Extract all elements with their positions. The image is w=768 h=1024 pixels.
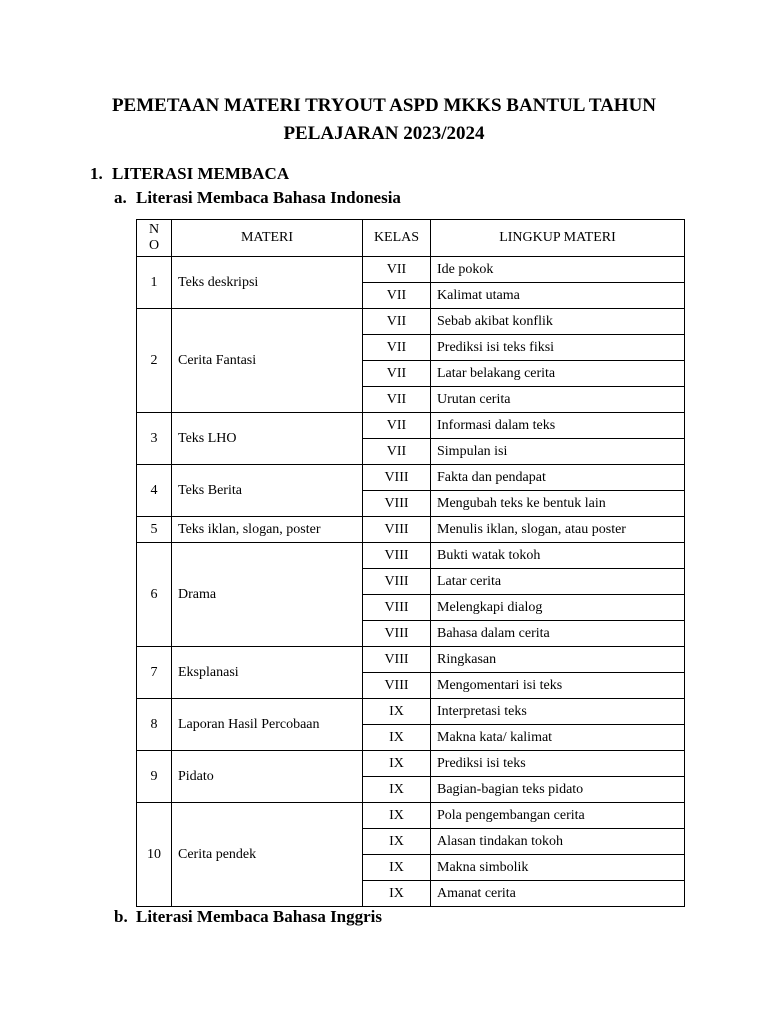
cell-kelas: IX: [363, 699, 431, 725]
cell-no: 7: [137, 647, 172, 699]
subsection-heading-bahasa-inggris: [114, 906, 382, 928]
header-no-line-1: N: [148, 222, 160, 237]
section-label: LITERASI MEMBACA: [112, 164, 290, 183]
cell-kelas: VIII: [363, 595, 431, 621]
cell-lingkup-materi: Prediksi isi teks fiksi: [431, 335, 685, 361]
header-lingkup-materi: LINGKUP MATERI: [431, 220, 685, 257]
table-row: [137, 517, 685, 543]
table-row: [137, 465, 685, 491]
table-row: [137, 699, 685, 725]
cell-no: 6: [137, 543, 172, 647]
subsection-label: Literasi Membaca Bahasa Indonesia: [136, 188, 401, 207]
title-line-2: PELAJARAN 2023/2024: [283, 123, 485, 144]
cell-lingkup-materi: Sebab akibat konflik: [431, 309, 685, 335]
table-row: [137, 543, 685, 569]
table-row: [137, 803, 685, 829]
cell-lingkup-materi: Latar belakang cerita: [431, 361, 685, 387]
header-no: [137, 220, 172, 257]
cell-kelas: VIII: [363, 517, 431, 543]
subsection-label: Literasi Membaca Bahasa Inggris: [136, 907, 383, 926]
cell-lingkup-materi: Amanat cerita: [431, 881, 685, 907]
cell-lingkup-materi: Pola pengembangan cerita: [431, 803, 685, 829]
cell-kelas: IX: [363, 777, 431, 803]
cell-no: 3: [137, 413, 172, 465]
cell-lingkup-materi: Mengubah teks ke bentuk lain: [431, 491, 685, 517]
table-body: [137, 257, 685, 907]
cell-kelas: VII: [363, 413, 431, 439]
header-kelas: KELAS: [363, 220, 431, 257]
cell-materi: Pidato: [172, 751, 363, 803]
cell-kelas: VII: [363, 309, 431, 335]
cell-lingkup-materi: Bukti watak tokoh: [431, 543, 685, 569]
title-line-1: PEMETAAN MATERI TRYOUT ASPD MKKS BANTUL TAHUN: [111, 95, 657, 116]
cell-no: 9: [137, 751, 172, 803]
materi-table: [136, 219, 685, 907]
cell-kelas: IX: [363, 725, 431, 751]
cell-lingkup-materi: Makna simbolik: [431, 855, 685, 881]
cell-materi: Laporan Hasil Percobaan: [172, 699, 363, 751]
cell-no: 1: [137, 257, 172, 309]
cell-lingkup-materi: Ide pokok: [431, 257, 685, 283]
cell-kelas: VIII: [363, 465, 431, 491]
subsection-letter: a.: [114, 188, 127, 207]
cell-kelas: IX: [363, 829, 431, 855]
cell-materi: Cerita pendek: [172, 803, 363, 907]
cell-materi: Teks iklan, slogan, poster: [172, 517, 363, 543]
section-heading-literasi-membaca: [90, 163, 289, 185]
cell-no: 5: [137, 517, 172, 543]
table-row: [137, 751, 685, 777]
cell-no: 8: [137, 699, 172, 751]
subsection-letter: b.: [114, 907, 128, 926]
cell-kelas: IX: [363, 751, 431, 777]
cell-kelas: VII: [363, 361, 431, 387]
cell-kelas: VIII: [363, 621, 431, 647]
table-header-row: [137, 220, 685, 257]
cell-lingkup-materi: Prediksi isi teks: [431, 751, 685, 777]
cell-kelas: VII: [363, 257, 431, 283]
table-row: [137, 413, 685, 439]
cell-lingkup-materi: Bagian-bagian teks pidato: [431, 777, 685, 803]
cell-lingkup-materi: Kalimat utama: [431, 283, 685, 309]
section-number: 1.: [90, 164, 103, 183]
cell-lingkup-materi: Menulis iklan, slogan, atau poster: [431, 517, 685, 543]
cell-no: 10: [137, 803, 172, 907]
cell-no: 4: [137, 465, 172, 517]
cell-kelas: IX: [363, 855, 431, 881]
cell-materi: Drama: [172, 543, 363, 647]
cell-lingkup-materi: Urutan cerita: [431, 387, 685, 413]
cell-lingkup-materi: Alasan tindakan tokoh: [431, 829, 685, 855]
cell-kelas: VIII: [363, 543, 431, 569]
cell-kelas: VII: [363, 387, 431, 413]
cell-kelas: IX: [363, 803, 431, 829]
cell-kelas: VII: [363, 335, 431, 361]
cell-materi: Eksplanasi: [172, 647, 363, 699]
cell-materi: Teks Berita: [172, 465, 363, 517]
cell-kelas: VII: [363, 439, 431, 465]
cell-lingkup-materi: Fakta dan pendapat: [431, 465, 685, 491]
header-no-line-2: O: [148, 238, 160, 253]
cell-lingkup-materi: Latar cerita: [431, 569, 685, 595]
cell-lingkup-materi: Interpretasi teks: [431, 699, 685, 725]
table-row: [137, 309, 685, 335]
table-row: [137, 257, 685, 283]
cell-materi: Teks deskripsi: [172, 257, 363, 309]
cell-kelas: VIII: [363, 569, 431, 595]
table-row: [137, 647, 685, 673]
cell-lingkup-materi: Informasi dalam teks: [431, 413, 685, 439]
cell-kelas: VIII: [363, 647, 431, 673]
subsection-heading-bahasa-indonesia: [114, 187, 401, 209]
cell-materi: Teks LHO: [172, 413, 363, 465]
cell-lingkup-materi: Makna kata/ kalimat: [431, 725, 685, 751]
cell-lingkup-materi: Melengkapi dialog: [431, 595, 685, 621]
header-materi: MATERI: [172, 220, 363, 257]
cell-no: 2: [137, 309, 172, 413]
cell-kelas: IX: [363, 881, 431, 907]
document-title: [60, 92, 708, 148]
cell-kelas: VIII: [363, 673, 431, 699]
cell-lingkup-materi: Simpulan isi: [431, 439, 685, 465]
cell-lingkup-materi: Mengomentari isi teks: [431, 673, 685, 699]
cell-kelas: VII: [363, 283, 431, 309]
cell-lingkup-materi: Ringkasan: [431, 647, 685, 673]
cell-kelas: VIII: [363, 491, 431, 517]
cell-lingkup-materi: Bahasa dalam cerita: [431, 621, 685, 647]
cell-materi: Cerita Fantasi: [172, 309, 363, 413]
